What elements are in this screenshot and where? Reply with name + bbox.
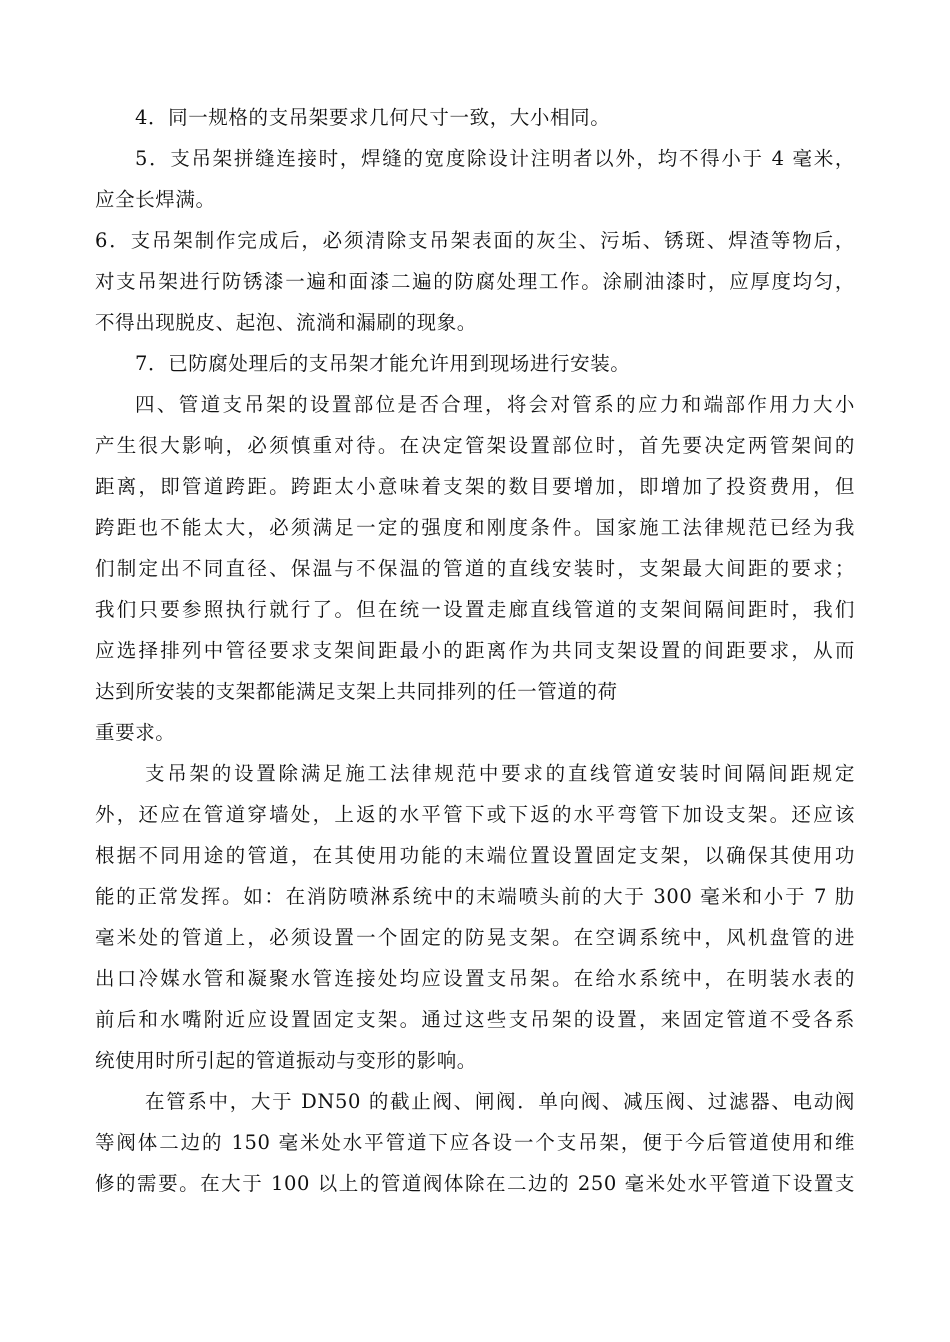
text-line: 7．已防腐处理后的支吊架才能允许用到现场进行安装。 [135, 352, 631, 375]
text-line: 5．支吊架拼缝连接时，焊缝的宽度除设计注明者以外，均不得小于 4 毫米， [135, 147, 855, 170]
text-line: 我们只要参照执行就行了。但在统一设置走廊直线管道的支架间隔间距时，我们 [95, 598, 855, 621]
text-line: 产生很大影响，必须慎重对待。在决定管架设置部位时，首先要决定两管架间的 [95, 434, 855, 457]
text-line: 四、管道支吊架的设置部位是否合理，将会对管系的应力和端部作用力大小 [135, 393, 855, 416]
text-line: 应选择排列中管径要求支架间距最小的距离作为共同支架设置的间距要求，从而 [95, 639, 855, 662]
text-line: 修的需要。在大于 100 以上的管道阀体除在二边的 250 毫米处水平管道下设置支 [95, 1172, 855, 1195]
text-line: 重要求。 [95, 721, 176, 744]
text-line: 对支吊架进行防锈漆一遍和面漆二遍的防腐处理工作。涂刷油漆时，应厚度均匀， [95, 270, 855, 293]
text-line: 能的正常发挥。如：在消防喷淋系统中的末端喷头前的大于 300 毫米和小于 7 肋 [95, 885, 855, 908]
text-line: 出口冷媒水管和凝聚水管连接处均应设置支吊架。在给水系统中，在明装水表的 [95, 967, 855, 990]
text-line: 等阀体二边的 150 毫米处水平管道下应各设一个支吊架，便于今后管道使用和维 [95, 1131, 855, 1154]
text-line: 外，还应在管道穿墙处，上返的水平管下或下返的水平弯管下加设支架。还应该 [95, 803, 855, 826]
text-line: 不得出现脱皮、起泡、流淌和漏刷的现象。 [95, 311, 477, 334]
text-line: 在管系中，大于 DN50 的截止阀、闸阀．单向阀、减压阀、过滤器、电动阀 [145, 1090, 855, 1113]
text-line: 距离，即管道跨距。跨距太小意味着支架的数目要增加，即增加了投资费用，但 [95, 475, 855, 498]
text-line: 4．同一规格的支吊架要求几何尺寸一致，大小相同。 [135, 106, 611, 129]
text-line: 们制定出不同直径、保温与不保温的管道的直线安装时，支架最大间距的要求； [95, 557, 855, 580]
text-line: 前后和水嘴附近应设置固定支架。通过这些支吊架的设置，来固定管道不受各系 [95, 1008, 855, 1031]
text-line: 跨距也不能太大，必须满足一定的强度和刚度条件。国家施工法律规范已经为我 [95, 516, 855, 539]
text-line: 支吊架的设置除满足施工法律规范中要求的直线管道安装时间隔间距规定 [145, 762, 855, 785]
text-line: 根据不同用途的管道，在其使用功能的末端位置设置固定支架，以确保其使用功 [95, 844, 855, 867]
text-line: 毫米处的管道上，必须设置一个固定的防晃支架。在空调系统中，风机盘管的进 [95, 926, 855, 949]
text-line: 6．支吊架制作完成后，必须清除支吊架表面的灰尘、污垢、锈斑、焊渣等物后， [95, 229, 855, 252]
text-line: 达到所安装的支架都能满足支架上共同排列的任一管道的荷 [95, 680, 618, 703]
text-line: 统使用时所引起的管道振动与变形的影响。 [95, 1049, 477, 1072]
text-line: 应全长焊满。 [95, 188, 216, 211]
